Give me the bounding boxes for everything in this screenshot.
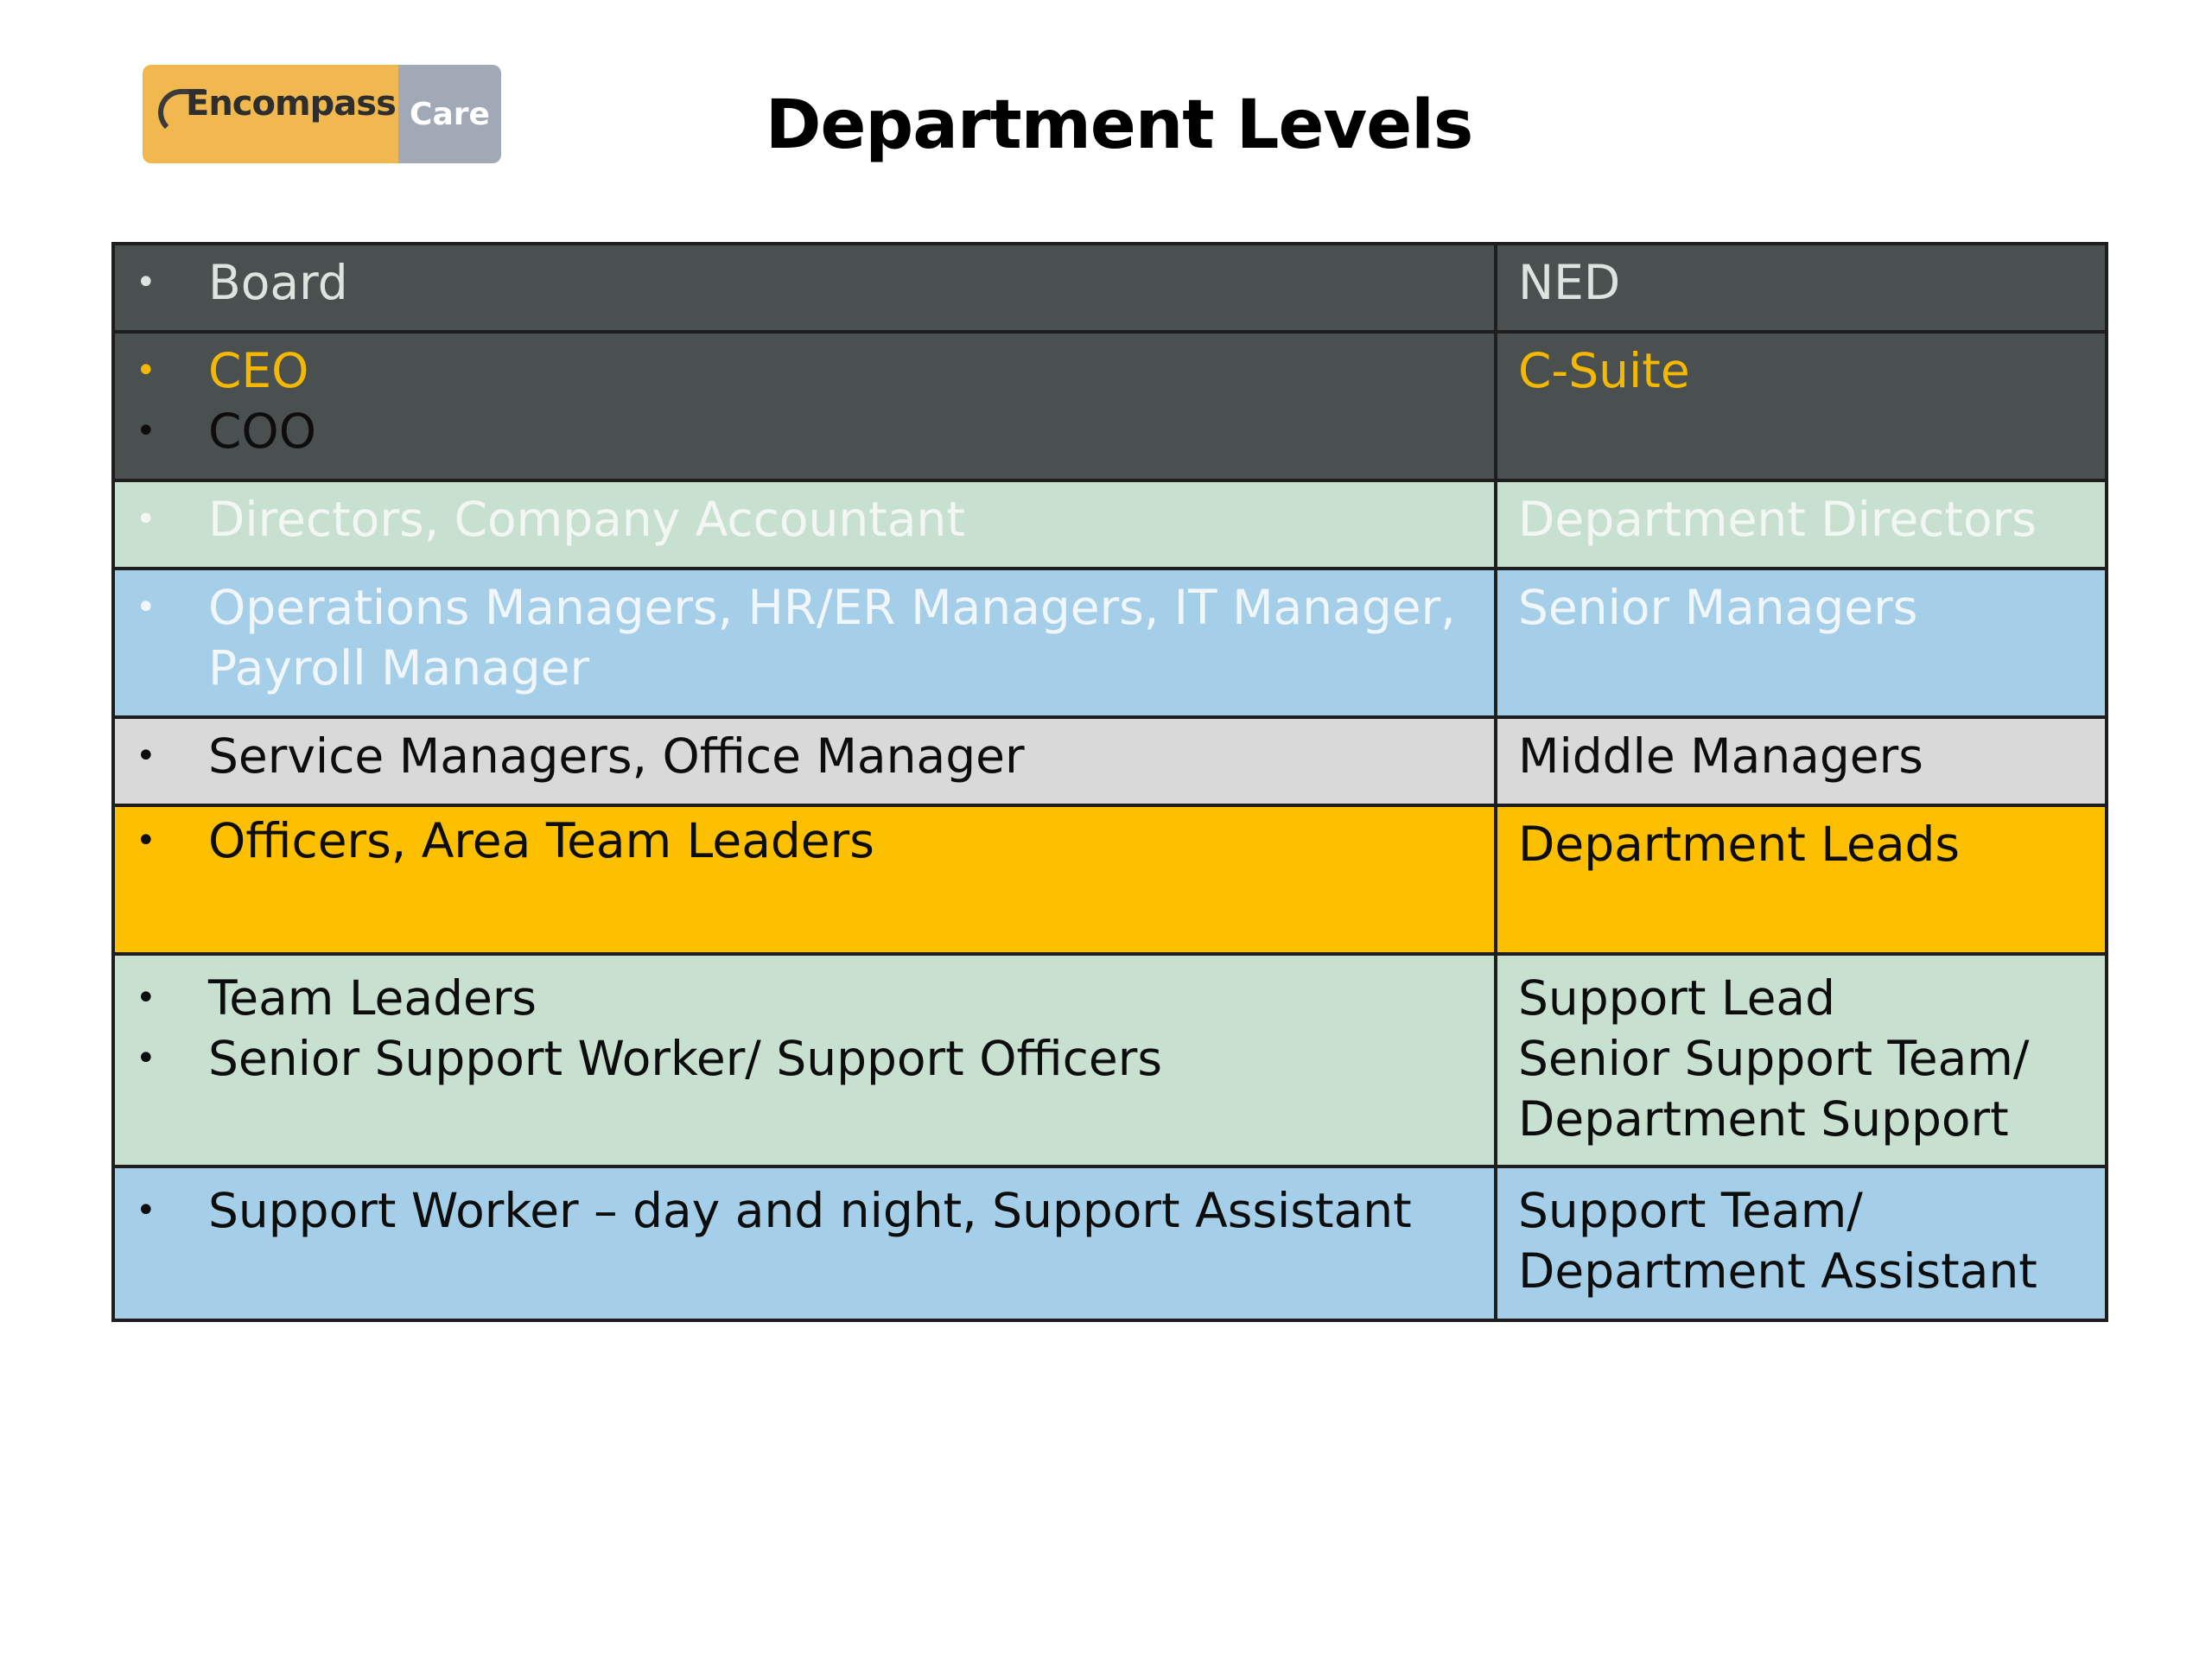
level-label: Department Support: [1518, 1091, 2009, 1147]
table-row-directors: [113, 480, 2107, 569]
logo-name: Encompass: [186, 84, 396, 124]
table-row-board: [113, 244, 2107, 332]
level-label: Department Assistant: [1518, 1243, 2037, 1299]
level-cell: [1496, 569, 2107, 717]
level-label: NED: [1518, 255, 1621, 310]
level-cell: [1496, 244, 2107, 332]
role-item: • Senior Support Worker/ Support Officers: [115, 1028, 1494, 1089]
role-item: • Service Managers, Office Manager: [115, 726, 1494, 786]
role-cell: [113, 332, 1496, 480]
department-levels-table: [111, 242, 2108, 1322]
role-item: • Directors, Company Accountant: [115, 489, 1494, 550]
role-cell: [113, 717, 1496, 805]
role-item: • Operations Managers, HR/ER Managers, IT Manager, Payroll Manager: [115, 577, 1494, 698]
page-title: Department Levels: [765, 86, 1473, 164]
level-cell: [1496, 480, 2107, 569]
role-item: • Team Leaders: [115, 968, 1494, 1028]
level-label: Support Lead: [1518, 970, 1836, 1026]
table-row-department-leads: [113, 805, 2107, 954]
role-item: • Support Worker – day and night, Support Assistant: [115, 1180, 1494, 1241]
role-item: • Board: [115, 252, 1494, 313]
role-cell: [113, 954, 1496, 1166]
role-cell: [113, 244, 1496, 332]
level-cell: [1496, 332, 2107, 480]
level-cell: [1496, 954, 2107, 1166]
level-cell: [1496, 717, 2107, 805]
role-cell: [113, 805, 1496, 954]
role-item: • CEO: [115, 340, 1494, 401]
table-row-middle-managers: [113, 717, 2107, 805]
role-cell: [113, 569, 1496, 717]
role-item: • Officers, Area Team Leaders: [115, 810, 1494, 871]
level-label: Department Leads: [1518, 817, 1961, 872]
role-cell: [113, 1166, 1496, 1320]
level-cell: [1496, 805, 2107, 954]
level-label: Department Directors: [1518, 492, 2037, 547]
logo-suffix: Care: [410, 96, 490, 132]
level-label: Senior Managers: [1518, 580, 1918, 635]
table-row-c-suite: [113, 332, 2107, 480]
table-row-support-lead: [113, 954, 2107, 1166]
role-cell: [113, 480, 1496, 569]
level-cell: [1496, 1166, 2107, 1320]
level-label: C-Suite: [1518, 343, 1690, 398]
level-label: Senior Support Team/: [1518, 1031, 2030, 1086]
level-label: Middle Managers: [1518, 728, 1923, 784]
level-label: Support Team/: [1518, 1183, 1863, 1238]
role-item: • COO: [115, 401, 1494, 461]
table-row-senior-managers: [113, 569, 2107, 717]
table-row-support-team: [113, 1166, 2107, 1320]
